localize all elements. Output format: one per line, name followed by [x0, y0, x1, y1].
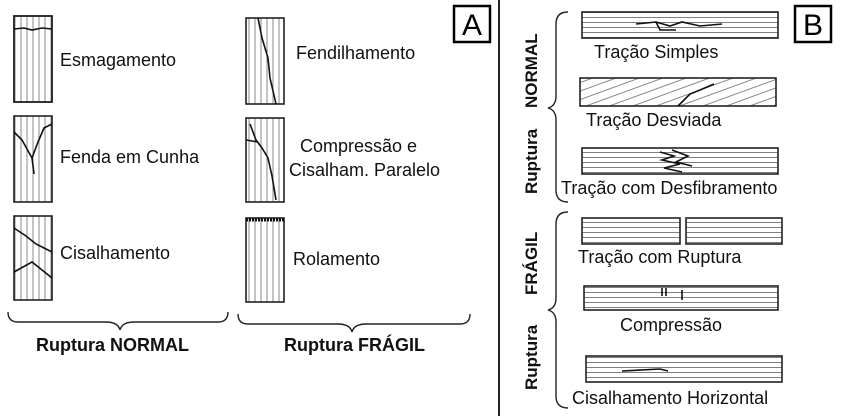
- specimen-tracao-ruptura: [582, 218, 782, 244]
- panel-a-letter: A: [461, 9, 483, 42]
- specimen-esmagamento: [14, 16, 52, 102]
- label-rolamento: Rolamento: [293, 249, 381, 269]
- specimen-tracao-simples: [582, 12, 778, 38]
- side-label-normal: NORMAL: [522, 33, 541, 108]
- label-tracao-ruptura: Tração com Ruptura: [578, 247, 742, 267]
- label-cisalhamento: Cisalhamento: [60, 243, 171, 263]
- side-label-fragil: FRÁGIL: [522, 231, 541, 295]
- label-fendilhamento: Fendilhamento: [296, 43, 416, 63]
- label-fenda-em-cunha: Fenda em Cunha: [60, 147, 200, 167]
- panel-a: [8, 6, 490, 355]
- specimen-compressao: [584, 286, 778, 310]
- footer-ruptura-normal: Ruptura NORMAL: [36, 335, 189, 355]
- specimen-compressao-cisalhamento: [246, 118, 284, 202]
- specimen-cisalhamento: [14, 216, 52, 300]
- label-esmagamento: Esmagamento: [60, 50, 177, 70]
- label-cisalhamento-horizontal: Cisalhamento Horizontal: [572, 388, 769, 408]
- brace-normal: [8, 312, 228, 330]
- footer-ruptura-fragil: Ruptura FRÁGIL: [284, 335, 425, 355]
- specimen-tracao-desviada: [580, 78, 776, 106]
- label-compressao: Compressão: [620, 315, 723, 335]
- label-tracao-simples: Tração Simples: [594, 42, 719, 62]
- label-tracao-desviada: Tração Desviada: [586, 110, 722, 130]
- specimen-tracao-desfibramento: [582, 148, 778, 174]
- panel-b-letter: B: [802, 9, 824, 42]
- label-cisalham-paralelo: Cisalham. Paralelo: [289, 160, 441, 180]
- brace-b-fragil: [548, 212, 568, 408]
- panel-b: [522, 6, 831, 408]
- side-label-ruptura-normal: Ruptura: [522, 128, 541, 194]
- label-compressao-e: Compressão e: [300, 136, 418, 156]
- brace-b-normal: [548, 12, 568, 202]
- specimen-fendilhamento: [246, 18, 284, 104]
- label-tracao-desfibramento: Tração com Desfibramento: [561, 178, 778, 198]
- brace-fragil: [238, 314, 470, 332]
- specimen-cisalhamento-horizontal: [586, 356, 782, 382]
- side-label-ruptura-fragil: Ruptura: [522, 324, 541, 390]
- specimen-fenda-em-cunha: [14, 116, 52, 202]
- specimen-rolamento: [246, 218, 284, 302]
